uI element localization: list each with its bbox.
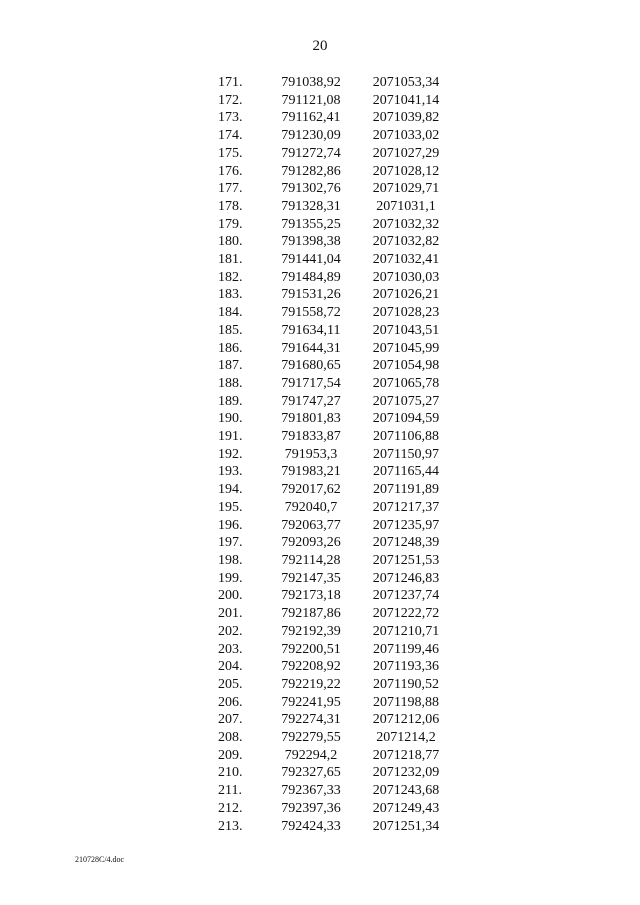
y-coordinate: 2071028,23: [372, 305, 440, 321]
point-number: 196.: [218, 517, 243, 533]
table-row: [218, 198, 456, 216]
x-coordinate: 791717,54: [281, 375, 341, 391]
x-coordinate: 791302,76: [281, 181, 341, 197]
x-coordinate: 791355,25: [281, 216, 341, 232]
table-row: [218, 764, 456, 782]
x-coordinate: 792397,36: [281, 800, 341, 816]
y-coordinate: 2071198,88: [373, 694, 439, 710]
table-row: [218, 375, 456, 393]
y-coordinate: 2071249,43: [372, 800, 440, 816]
table-row: [218, 605, 456, 623]
x-coordinate: 792173,18: [281, 588, 341, 604]
x-coordinate: 791230,09: [281, 128, 341, 144]
coordinates-table: [218, 74, 456, 835]
point-number: 200.: [218, 588, 243, 604]
point-number: 194.: [218, 482, 243, 498]
point-number: 191.: [218, 429, 243, 445]
table-row: [218, 428, 456, 446]
y-coordinate: 2071039,82: [372, 110, 440, 126]
table-row: [218, 818, 456, 836]
x-coordinate: 791747,27: [281, 393, 341, 409]
table-row: [218, 658, 456, 676]
x-coordinate: 792040,7: [284, 499, 338, 515]
x-coordinate: 792424,33: [281, 818, 341, 834]
x-coordinate: 791162,41: [281, 110, 341, 126]
x-coordinate: 791833,87: [281, 429, 341, 445]
point-number: 213.: [218, 818, 243, 834]
table-row: [218, 251, 456, 269]
point-number: 197.: [218, 535, 243, 551]
x-coordinate: 792063,77: [281, 517, 341, 533]
x-coordinate: 792200,51: [281, 641, 341, 657]
y-coordinate: 2071075,27: [372, 393, 440, 409]
point-number: 171.: [218, 75, 243, 90]
x-coordinate: 791328,31: [281, 198, 341, 214]
y-coordinate: 2071027,29: [372, 145, 440, 161]
y-coordinate: 2071031,1: [376, 198, 436, 214]
x-coordinate: 792114,28: [281, 552, 341, 568]
y-coordinate: 2071218,77: [372, 747, 440, 763]
point-number: 174.: [218, 128, 243, 144]
y-coordinate: 2071217,37: [372, 499, 440, 515]
y-coordinate: 2071251,53: [372, 552, 440, 568]
table-row: [218, 322, 456, 340]
table-row: [218, 109, 456, 127]
point-number: 201.: [218, 606, 243, 622]
point-number: 209.: [218, 747, 243, 763]
y-coordinate: 2071150,97: [373, 446, 439, 462]
y-coordinate: 2071235,97: [372, 517, 440, 533]
table-row: [218, 410, 456, 428]
x-coordinate: 792192,39: [281, 623, 341, 639]
point-number: 188.: [218, 375, 243, 391]
y-coordinate: 2071199,46: [373, 641, 439, 657]
y-coordinate: 2071214,2: [376, 730, 436, 746]
table-row: [218, 711, 456, 729]
y-coordinate: 2071248,39: [372, 535, 440, 551]
point-number: 206.: [218, 694, 243, 710]
point-number: 205.: [218, 676, 243, 692]
table-row: [218, 534, 456, 552]
x-coordinate: 792147,35: [281, 570, 341, 586]
y-coordinate: 2071190,52: [373, 676, 439, 692]
table-row: [218, 304, 456, 322]
x-coordinate: 792274,31: [281, 712, 341, 728]
point-number: 190.: [218, 411, 243, 427]
x-coordinate: 791272,74: [281, 145, 341, 161]
point-number: 179.: [218, 216, 243, 232]
point-number: 211.: [218, 783, 242, 799]
point-number: 180.: [218, 234, 243, 250]
x-coordinate: 791121,08: [281, 92, 341, 108]
x-coordinate: 791558,72: [281, 305, 341, 321]
table-row: [218, 269, 456, 287]
x-coordinate: 792367,33: [281, 783, 341, 799]
table-row: [218, 127, 456, 145]
y-coordinate: 2071222,72: [372, 606, 440, 622]
table-row: [218, 552, 456, 570]
x-coordinate: 791680,65: [281, 358, 341, 374]
x-coordinate: 791038,92: [281, 75, 341, 90]
y-coordinate: 2071232,09: [372, 765, 440, 781]
point-number: 172.: [218, 92, 243, 108]
point-number: 176.: [218, 163, 243, 179]
table-row: [218, 747, 456, 765]
y-coordinate: 2071251,34: [372, 818, 440, 834]
point-number: 186.: [218, 340, 243, 356]
y-coordinate: 2071033,02: [372, 128, 440, 144]
table-row: [218, 216, 456, 234]
table-row: [218, 180, 456, 198]
y-coordinate: 2071212,06: [372, 712, 440, 728]
table-row: [218, 729, 456, 747]
table-row: [218, 517, 456, 535]
y-coordinate: 2071237,74: [372, 588, 440, 604]
y-coordinate: 2071191,89: [373, 482, 439, 498]
x-coordinate: 791801,83: [281, 411, 341, 427]
x-coordinate: 791531,26: [281, 287, 341, 303]
table-row: [218, 676, 456, 694]
y-coordinate: 2071054,98: [372, 358, 440, 374]
table-row: [218, 286, 456, 304]
point-number: 173.: [218, 110, 243, 126]
y-coordinate: 2071045,99: [372, 340, 440, 356]
x-coordinate: 792219,22: [281, 676, 341, 692]
y-coordinate: 2071030,03: [372, 269, 440, 285]
point-number: 212.: [218, 800, 243, 816]
y-coordinate: 2071041,14: [372, 92, 440, 108]
table-row: [218, 570, 456, 588]
x-coordinate: 791634,11: [281, 322, 341, 338]
x-coordinate: 791398,38: [281, 234, 341, 250]
point-number: 181.: [218, 252, 243, 268]
table-row: [218, 587, 456, 605]
point-number: 202.: [218, 623, 243, 639]
x-coordinate: 792208,92: [281, 659, 341, 675]
x-coordinate: 791953,3: [284, 446, 338, 462]
table-row: [218, 446, 456, 464]
x-coordinate: 792241,95: [281, 694, 341, 710]
table-row: [218, 163, 456, 181]
table-row: [218, 393, 456, 411]
point-number: 183.: [218, 287, 243, 303]
coordinates-table-body: [218, 74, 456, 835]
point-number: 177.: [218, 181, 243, 197]
point-number: 195.: [218, 499, 243, 515]
table-row: [218, 800, 456, 818]
table-row: [218, 499, 456, 517]
y-coordinate: 2071094,59: [372, 411, 440, 427]
y-coordinate: 2071165,44: [373, 464, 439, 480]
y-coordinate: 2071026,21: [372, 287, 440, 303]
x-coordinate: 792327,65: [281, 765, 341, 781]
x-coordinate: 792294,2: [284, 747, 338, 763]
y-coordinate: 2071032,32: [372, 216, 440, 232]
y-coordinate: 2071053,34: [372, 75, 440, 90]
table-row: [218, 357, 456, 375]
table-row: [218, 233, 456, 251]
y-coordinate: 2071028,12: [372, 163, 440, 179]
x-coordinate: 792279,55: [281, 730, 341, 746]
table-row: [218, 641, 456, 659]
point-number: 210.: [218, 765, 243, 781]
y-coordinate: 2071032,82: [372, 234, 440, 250]
x-coordinate: 791441,04: [281, 252, 341, 268]
table-row: [218, 74, 456, 92]
table-row: [218, 92, 456, 110]
point-number: 203.: [218, 641, 243, 657]
point-number: 178.: [218, 198, 243, 214]
table-row: [218, 782, 456, 800]
point-number: 204.: [218, 659, 243, 675]
table-row: [218, 340, 456, 358]
y-coordinate: 2071210,71: [372, 623, 440, 639]
table-row: [218, 623, 456, 641]
point-number: 184.: [218, 305, 243, 321]
y-coordinate: 2071065,78: [372, 375, 440, 391]
y-coordinate: 2071029,71: [372, 181, 440, 197]
y-coordinate: 2071106,88: [373, 429, 439, 445]
point-number: 182.: [218, 269, 243, 285]
point-number: 189.: [218, 393, 243, 409]
y-coordinate: 2071043,51: [372, 322, 440, 338]
point-number: 185.: [218, 322, 243, 338]
x-coordinate: 792017,62: [281, 482, 341, 498]
x-coordinate: 791484,89: [281, 269, 341, 285]
x-coordinate: 792187,86: [281, 606, 341, 622]
point-number: 198.: [218, 552, 243, 568]
x-coordinate: 791282,86: [281, 163, 341, 179]
x-coordinate: 791644,31: [281, 340, 341, 356]
point-number: 199.: [218, 570, 243, 586]
table-row: [218, 145, 456, 163]
point-number: 208.: [218, 730, 243, 746]
y-coordinate: 2071243,68: [372, 783, 440, 799]
page-number: 20: [312, 38, 328, 54]
table-row: [218, 463, 456, 481]
point-number: 187.: [218, 358, 243, 374]
point-number: 207.: [218, 712, 243, 728]
y-coordinate: 2071193,36: [373, 659, 439, 675]
point-number: 193.: [218, 464, 243, 480]
point-number: 192.: [218, 446, 243, 462]
table-row: [218, 694, 456, 712]
x-coordinate: 792093,26: [281, 535, 341, 551]
y-coordinate: 2071032,41: [372, 252, 440, 268]
footer-filename: 210728C/4.doc: [75, 855, 125, 864]
table-row: [218, 481, 456, 499]
point-number: 175.: [218, 145, 243, 161]
y-coordinate: 2071246,83: [372, 570, 440, 586]
x-coordinate: 791983,21: [281, 464, 341, 480]
